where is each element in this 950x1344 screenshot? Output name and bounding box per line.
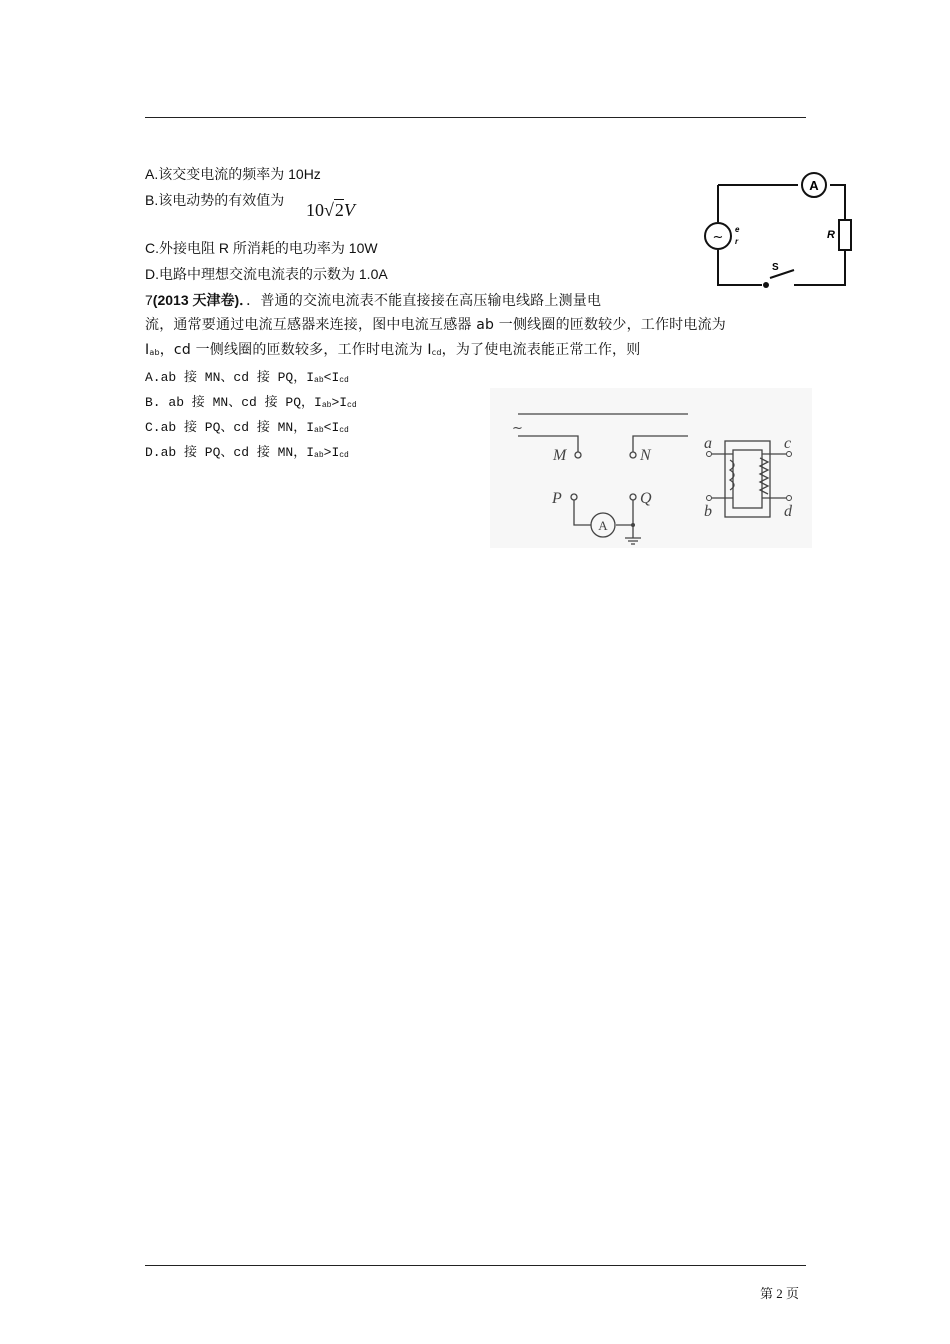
page-number: 第 2 页 bbox=[760, 1286, 800, 1301]
option-a: A.该交变电流的频率为 10Hz bbox=[145, 166, 321, 182]
q7-option-a: A.ab 接 MN、cd 接 PQ，$I_{ab}<I_{cd}$ bbox=[145, 370, 349, 385]
q7-option-d: D.ab 接 PQ、cd 接 MN，$I_{ab}>I_{cd}$ bbox=[145, 445, 349, 460]
terminal-p-label: P bbox=[552, 490, 562, 507]
question-7-header: 7(2013 天津卷)．．普通的交流电流表不能直接接在高压输电线路上测量电 bbox=[145, 292, 602, 309]
q7-option-b: B. ab 接 MN、cd 接 PQ，$I_{ab}>I_{cd}$ bbox=[145, 395, 357, 410]
header-rule bbox=[145, 117, 806, 118]
ammeter-label: A bbox=[809, 178, 819, 193]
terminal-c-label: c bbox=[784, 435, 792, 452]
terminal-d-label: d bbox=[784, 503, 792, 520]
emf-value-formula: 10√2V bbox=[306, 200, 355, 220]
option-b: B.该电动势的有效值为 bbox=[145, 192, 285, 208]
ac-circuit-diagram bbox=[700, 170, 860, 290]
emf-label: e bbox=[735, 225, 740, 234]
question-7-line3: $I_{ab}$，cd 一侧线圈的匝数较多，工作时电流为 $I_{cd}$，为了使电流表能正常工作，则 bbox=[145, 342, 641, 358]
terminal-q-label: Q bbox=[640, 490, 652, 507]
terminal-m-label: M bbox=[553, 447, 567, 464]
q7-option-c: C.ab 接 PQ、cd 接 MN，$I_{ab}<I_{cd}$ bbox=[145, 420, 349, 435]
question-7-line2: 流，通常要通过电流互感器来连接，图中电流互感器 ab 一侧线圈的匝数较少，工作时电流为 bbox=[145, 317, 726, 333]
option-d: D.电路中理想交流电流表的示数为 1.0A bbox=[145, 266, 388, 282]
internal-resistance-label: r bbox=[735, 237, 739, 246]
option-c: C.外接电阻 R 所消耗的电功率为 10W bbox=[145, 240, 378, 256]
terminal-a-label: a bbox=[704, 435, 712, 452]
footer-rule bbox=[145, 1265, 806, 1266]
current-transformer-diagram bbox=[490, 388, 812, 548]
switch-label: S bbox=[772, 262, 779, 273]
power-line-symbol: ~ bbox=[512, 421, 523, 436]
ac-source-icon: ~ bbox=[712, 230, 724, 245]
resistor-label: R bbox=[827, 229, 835, 241]
terminal-b-label: b bbox=[704, 503, 712, 520]
terminal-n-label: N bbox=[640, 447, 651, 464]
ammeter2-label: A bbox=[598, 518, 608, 533]
